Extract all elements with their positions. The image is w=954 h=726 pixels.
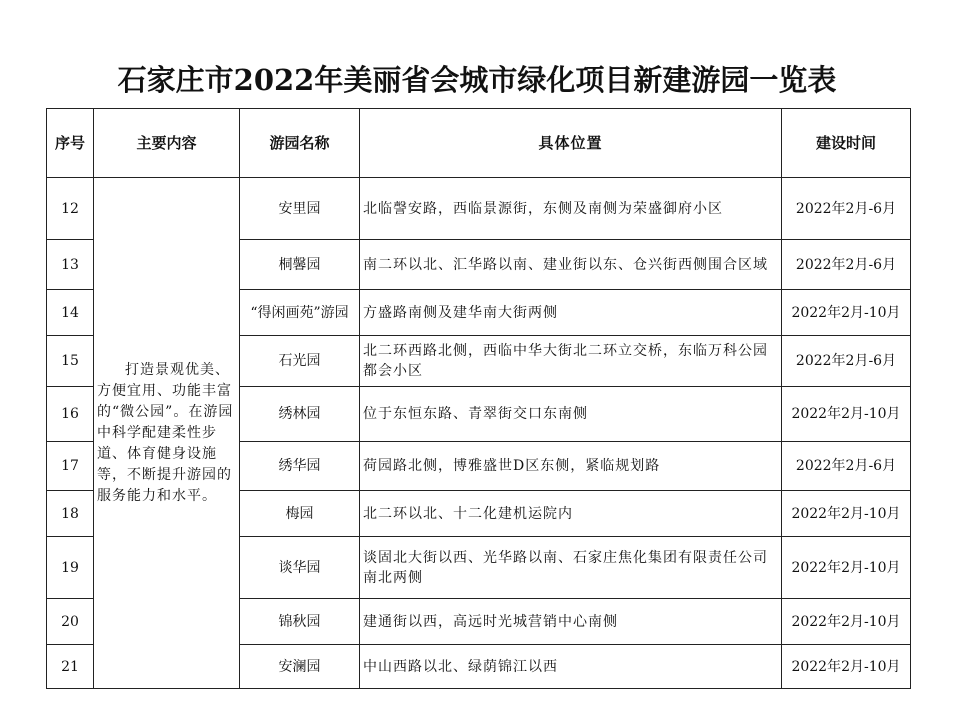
header-name: 游园名称 [240,109,360,178]
construction-time: 2022年2月-10月 [782,537,911,599]
park-location: 北临謦安路，西临景源街，东侧及南侧为荣盛御府小区 [360,178,782,240]
table-row [47,178,911,240]
parks-table [46,108,911,689]
row-number: 14 [47,290,94,336]
row-number: 19 [47,537,94,599]
header-content: 主要内容 [94,109,240,178]
park-name: 石光园 [240,336,360,387]
row-number: 15 [47,336,94,387]
park-name: “得闲画苑”游园 [240,290,360,336]
construction-time: 2022年2月-10月 [782,290,911,336]
header-time: 建设时间 [782,109,911,178]
park-location: 谈固北大街以西、光华路以南、石家庄焦化集团有限责任公司南北两侧 [360,537,782,599]
row-number: 17 [47,442,94,491]
park-name: 桐馨园 [240,240,360,290]
row-number: 18 [47,491,94,537]
row-number: 13 [47,240,94,290]
park-location: 北二环西路北侧，西临中华大街北二环立交桥，东临万科公园都会小区 [360,336,782,387]
park-location: 方盛路南侧及建华南大街两侧 [360,290,782,336]
row-number: 20 [47,599,94,645]
construction-time: 2022年2月-10月 [782,491,911,537]
construction-time: 2022年2月-10月 [782,599,911,645]
header-location: 具体位置 [360,109,782,178]
table-header-row [47,109,911,178]
main-content-cell [94,178,240,689]
construction-time: 2022年2月-6月 [782,240,911,290]
park-name: 谈华园 [240,537,360,599]
park-location: 建通街以西，高远时光城营销中心南侧 [360,599,782,645]
row-number: 21 [47,645,94,689]
park-name: 绣林园 [240,387,360,442]
park-location: 南二环以北、汇华路以南、建业街以东、仓兴街西侧围合区域 [360,240,782,290]
construction-time: 2022年2月-6月 [782,442,911,491]
park-location: 中山西路以北、绿荫锦江以西 [360,645,782,689]
park-name: 安里园 [240,178,360,240]
construction-time: 2022年2月-10月 [782,387,911,442]
construction-time: 2022年2月-10月 [782,645,911,689]
construction-time: 2022年2月-6月 [782,178,911,240]
park-name: 安澜园 [240,645,360,689]
park-location: 位于东恒东路、青翠街交口东南侧 [360,387,782,442]
park-name: 绣华园 [240,442,360,491]
row-number: 12 [47,178,94,240]
header-no: 序号 [47,109,94,178]
park-location: 荷园路北侧，博雅盛世D区东侧，紧临规划路 [360,442,782,491]
park-name: 锦秋园 [240,599,360,645]
page-title: 石家庄市2022年美丽省会城市绿化项目新建游园一览表 [117,63,837,97]
park-name: 梅园 [240,491,360,537]
construction-time: 2022年2月-6月 [782,336,911,387]
row-number: 16 [47,387,94,442]
main-content-text: 打造景观优美、方便宜用、功能丰富的“微公园”。在游园中科学配建柔性步道、体育健身设施等，不断提升游园的服务能力和水平。 [97,361,234,504]
park-location: 北二环以北、十二化建机运院内 [360,491,782,537]
